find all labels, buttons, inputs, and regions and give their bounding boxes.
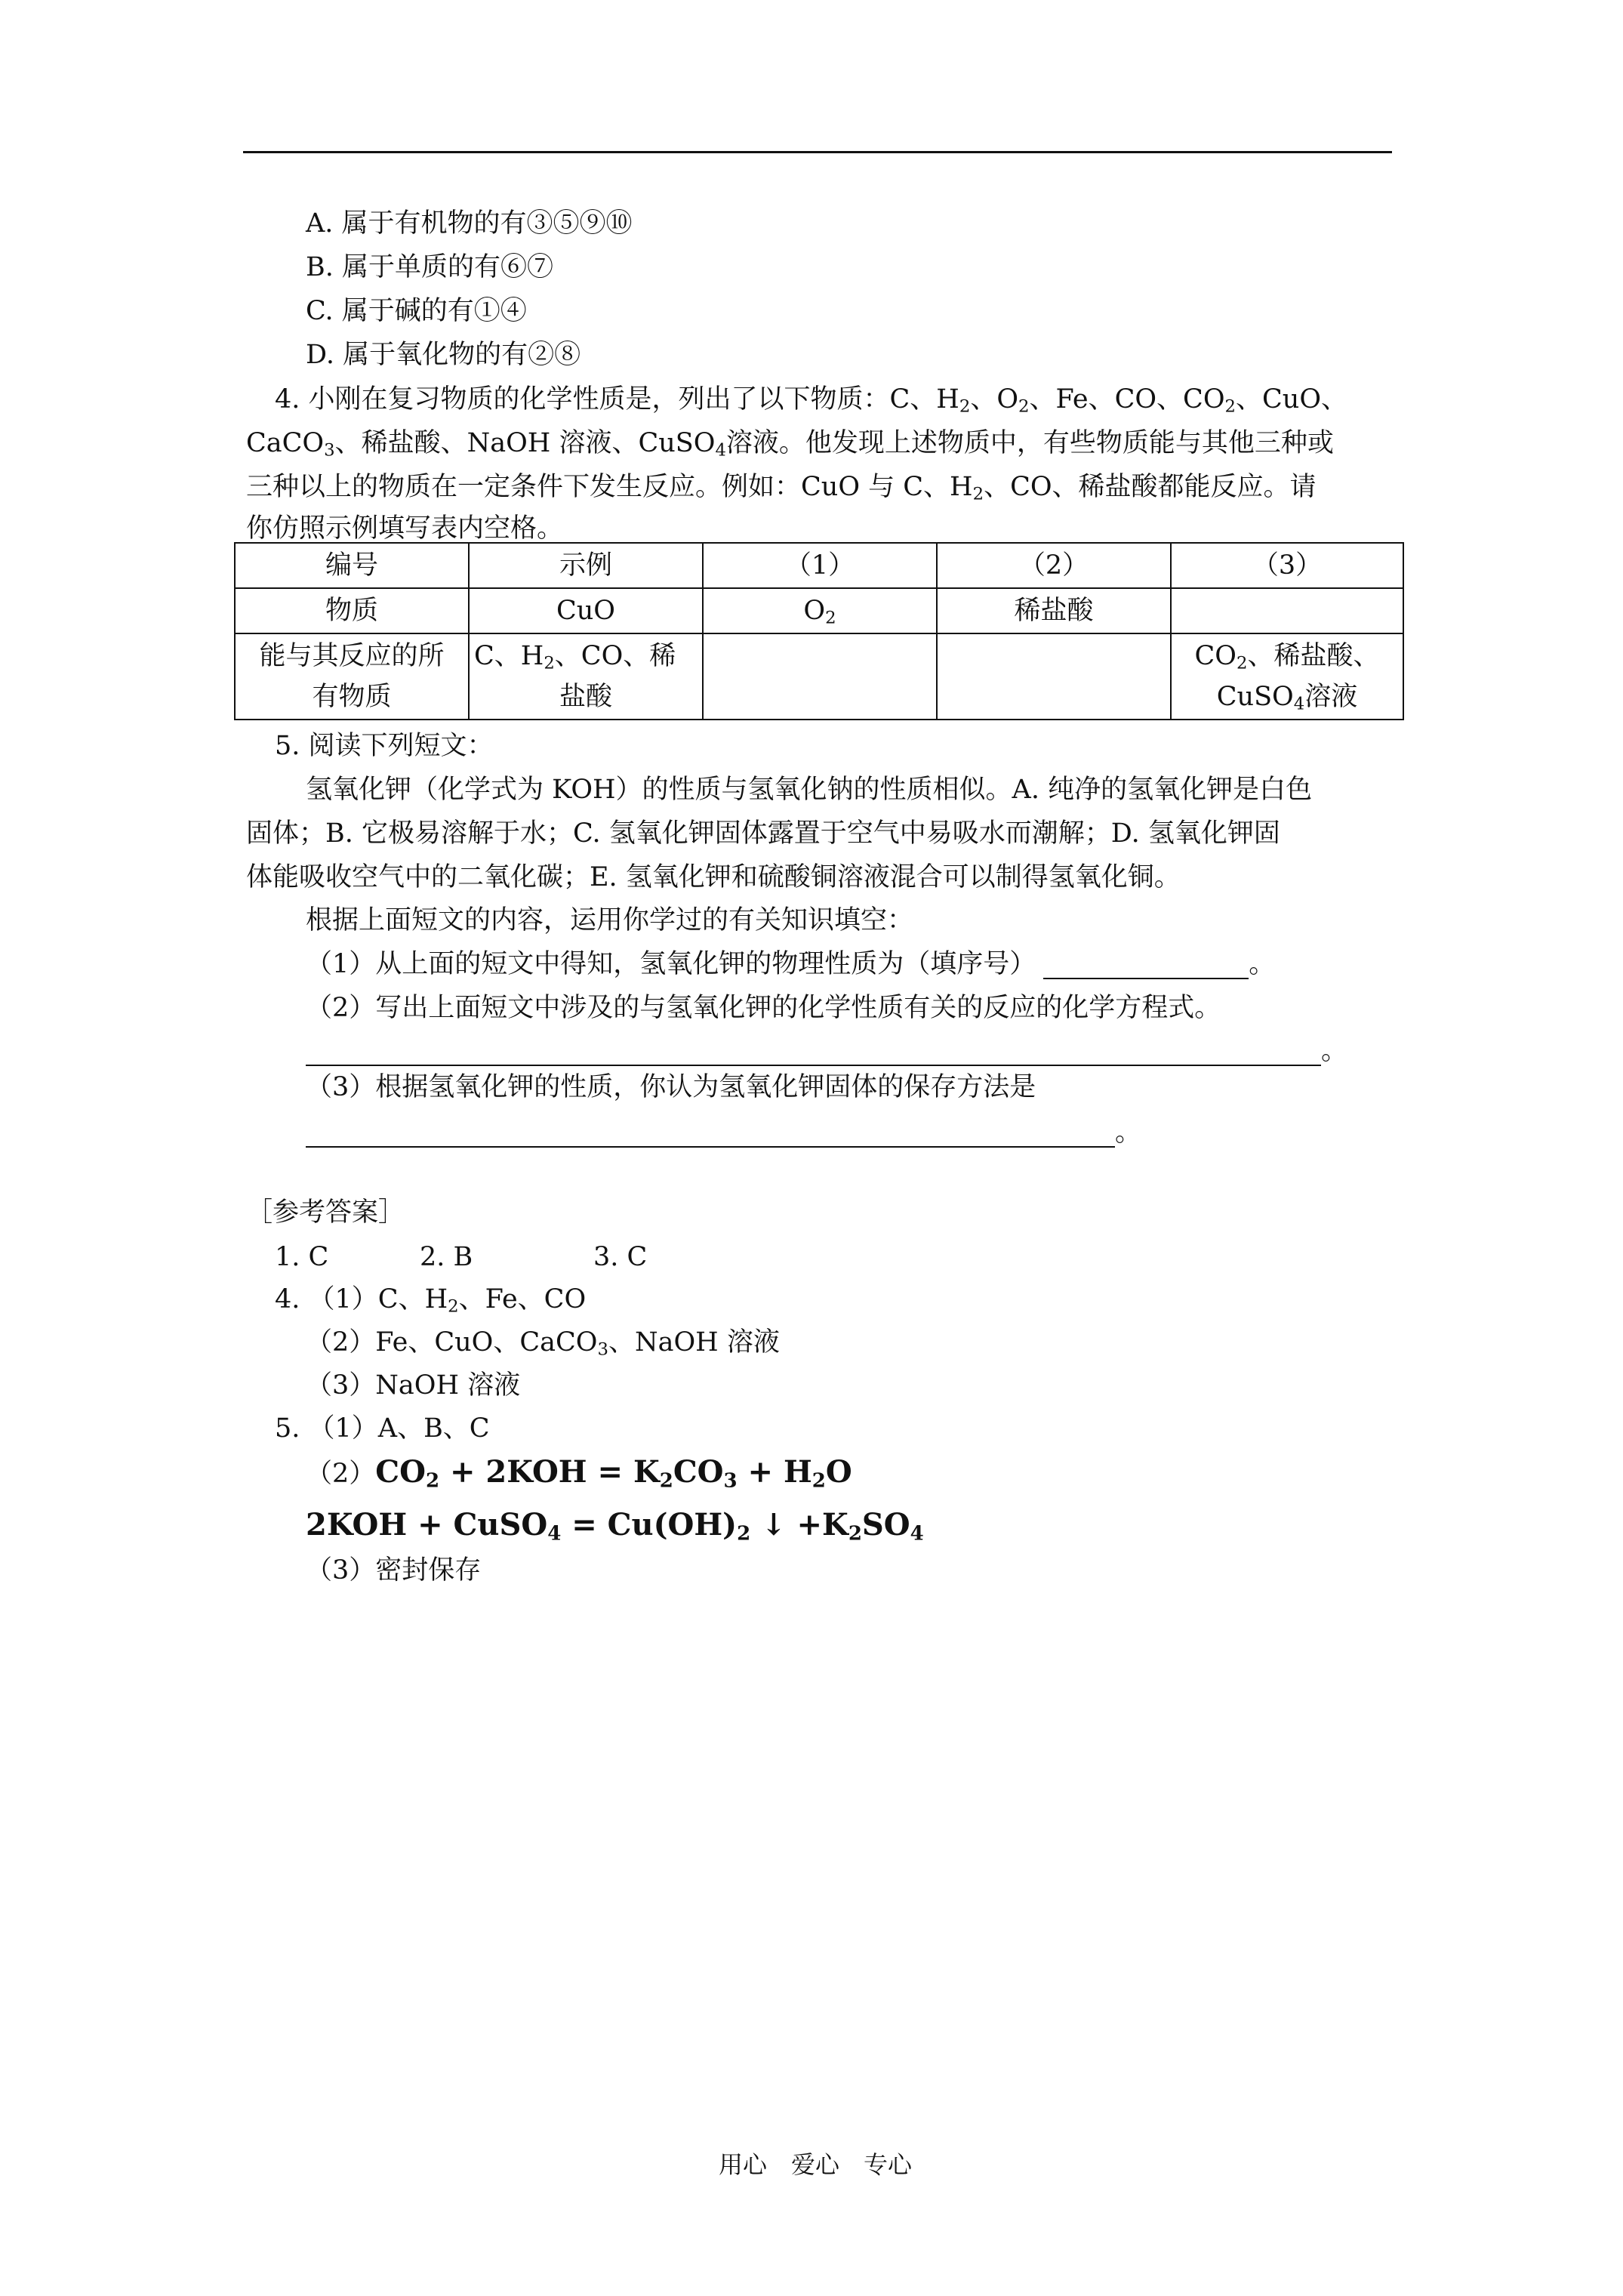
header-rule: [243, 151, 1392, 153]
table-row-reactants: [235, 633, 1403, 720]
table-header-cell: 示例: [469, 543, 703, 588]
answer-4-3: （3）NaOH 溶液: [306, 1370, 521, 1401]
q5-sub-question-2: （2）写出上面短文中涉及的与氢氧化钾的化学性质有关的反应的化学方程式。: [306, 993, 1221, 1023]
q5-answer-line-3: 。: [306, 1117, 1141, 1148]
answer-1: 1. C: [275, 1242, 329, 1272]
table-cell-example: C、$H_2$、CO、稀 盐酸: [469, 633, 703, 720]
table-header-cell: （3）: [1171, 543, 1403, 588]
table-cell-1: [703, 633, 937, 720]
answer-5-2: $(2)CO_2 + 2KOH = K_2CO_3 + H_2O$: [306, 1454, 852, 1493]
q5-sub-question-1: （1）从上面的短文中得知，氢氧化钾的物理性质为（填序号） 。: [306, 949, 1276, 979]
q3-option-b: B. 属于单质的有⑥⑦: [306, 252, 553, 282]
table-cell-1: $O_2$: [703, 588, 937, 633]
table-cell-label: 物质: [235, 588, 469, 633]
answer-blank-1[interactable]: [1043, 951, 1249, 979]
table-cell-3: [1171, 588, 1403, 633]
answer-2: 2. B: [420, 1242, 473, 1272]
table-row-substance: [235, 588, 1403, 633]
answer-blank-3[interactable]: [306, 1119, 1115, 1148]
table-header-cell: （2）: [937, 543, 1171, 588]
q5-paragraph-line: 氢氧化钾（化学式为 KOH）的性质与氢氧化钠的性质相似。A. 纯净的氢氧化钾是白色: [306, 775, 1313, 805]
q4-line-4: 你仿照示例填写表内空格。: [246, 513, 564, 544]
table-header-cell: （1）: [703, 543, 937, 588]
q4-line-3: 三种以上的物质在一定条件下发生反应。例如：CuO 与 C、$H_2$、CO、稀盐酸都能反应。请: [246, 472, 1317, 504]
q5-paragraph-line: 固体；B. 它极易溶解于水；C. 氢氧化钾固体露置于空气中易吸水而潮解；D. 氢氧化钾固: [246, 818, 1280, 849]
table-header-row: [235, 543, 1403, 588]
answers-heading: ［参考答案］: [246, 1197, 405, 1228]
q5-paragraph-line: 体能吸收空气中的二氧化碳；E. 氢氧化钾和硫酸铜溶液混合可以制得氢氧化铜。: [246, 862, 1181, 892]
answer-4-2: （2）Fe、CuO、CaCO$_3$、NaOH 溶液: [306, 1327, 780, 1360]
table-cell-example: CuO: [469, 588, 703, 633]
answer-5-1: 5. （1）A、B、C: [275, 1413, 490, 1444]
q5-answer-line-2: 。: [306, 1036, 1347, 1066]
q3-option-a: A. 属于有机物的有③⑤⑨⑩: [306, 208, 633, 239]
answer-5-3: （3）密封保存: [306, 1555, 482, 1586]
q4-line-2: CaCO$_3$、稀盐酸、NaOH 溶液、CuSO$_4$溶液。他发现上述物质中，有些物质能与其他三种或: [246, 428, 1334, 461]
table-cell-2: 稀盐酸: [937, 588, 1171, 633]
table-cell-3: $CO_2$、稀盐酸、 CuSO$_4$溶液: [1171, 633, 1403, 720]
q5-title: 5. 阅读下列短文：: [275, 731, 494, 761]
equation-1: $CO_2 + 2KOH = K_2CO_3 + H_2O$: [375, 1454, 852, 1493]
answer-3: 3. C: [593, 1242, 648, 1272]
answer-4-1: 4. （1）C、$H_2$、Fe、CO: [275, 1284, 587, 1317]
table-cell-label: 能与其反应的所 有物质: [235, 633, 469, 720]
table-header-cell: 编号: [235, 543, 469, 588]
q4-line-1: 4. 小刚在复习物质的化学性质是，列出了以下物质：C、$H_2$、$O_2$、Fe、CO、$CO_2$、CuO、: [275, 384, 1348, 417]
answer-blank-2[interactable]: [306, 1037, 1321, 1066]
table-cell-2: [937, 633, 1171, 720]
page-footer: 用心 爱心 专心: [719, 2150, 913, 2179]
equation-2: 2KOH + CuSO$_4$ = $Cu(OH)_2$ ↓ $+K_2SO_4$: [306, 1507, 924, 1546]
q5-instruction: 根据上面短文的内容，运用你学过的有关知识填空：: [306, 905, 914, 935]
q3-option-c: C. 属于碱的有①④: [306, 296, 527, 326]
q3-option-d: D. 属于氧化物的有②⑧: [306, 340, 581, 370]
substance-table: [234, 542, 1404, 720]
q5-sub-question-3: （3）根据氢氧化钾的性质，你认为氢氧化钾固体的保存方法是: [306, 1072, 1036, 1102]
